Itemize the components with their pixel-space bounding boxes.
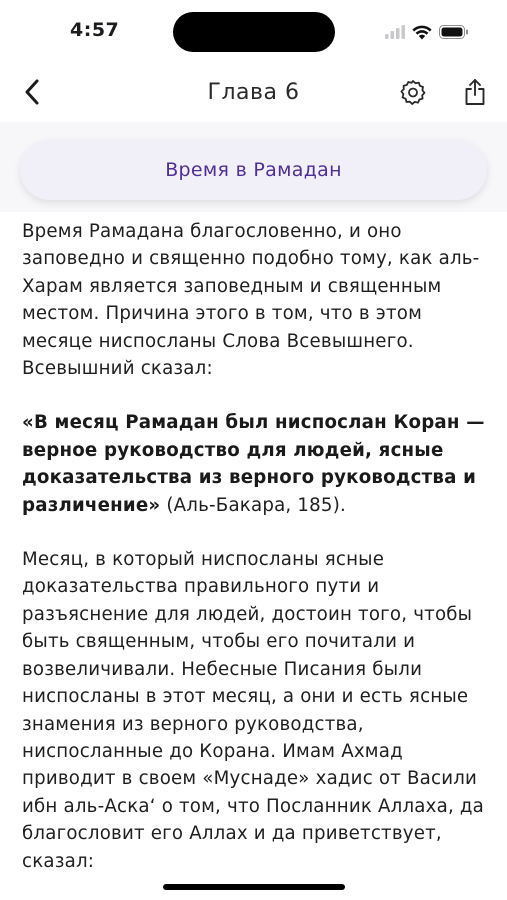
status-icons xyxy=(385,22,469,42)
dynamic-island xyxy=(173,12,335,52)
navigation-bar xyxy=(0,62,507,122)
paragraph-intro: Время Рамадана благословенно, и оно заповедно и священно подобно тому, как аль-Харам является заповедным и священным местом. Причина этого в том, что в этом месяце ниспосланы Слова Всевышнего. Всевышний сказал: xyxy=(22,221,480,380)
cellular-signal-icon xyxy=(385,25,405,39)
gear-icon xyxy=(399,78,427,106)
paragraph-body: Месяц, в который ниспосланы ясные доказательства правильного пути и разъяснение для людей, достоин того, чтобы быть священным, чтобы его почитали и возвеличивали. Небесные Писания были ниспосланы в этот месяц, а они и есть ясные знамения из верного руководства, ниспосланные до Корана. Имам Ахмад приводит в своем «Муснаде» хадис от Васили ибн аль-Аска‘ о том, что Посланник Аллаха, да благословит его Аллах и да приветствует, сказал: xyxy=(22,549,485,872)
page-title: Глава 6 xyxy=(207,80,300,105)
wifi-icon xyxy=(412,25,432,40)
home-indicator[interactable] xyxy=(163,884,345,890)
share-button[interactable] xyxy=(458,74,492,110)
section-title: Время в Рамадан xyxy=(165,159,342,181)
chapter-content xyxy=(22,218,490,900)
chapter-header xyxy=(0,122,507,212)
status-time: 4:57 xyxy=(70,19,120,41)
status-bar xyxy=(0,0,507,62)
settings-button[interactable] xyxy=(396,75,430,109)
quote-reference: (Аль-Бакара, 185). xyxy=(160,494,346,516)
paragraph-quote xyxy=(22,409,490,519)
battery-icon xyxy=(439,25,469,39)
quran-quote: «В месяц Рамадан был ниспослан Коран — верное руководство для людей, ясные доказательства из верного руководства и различение» xyxy=(22,412,485,516)
share-icon xyxy=(463,78,487,106)
section-title-button[interactable] xyxy=(20,140,487,200)
